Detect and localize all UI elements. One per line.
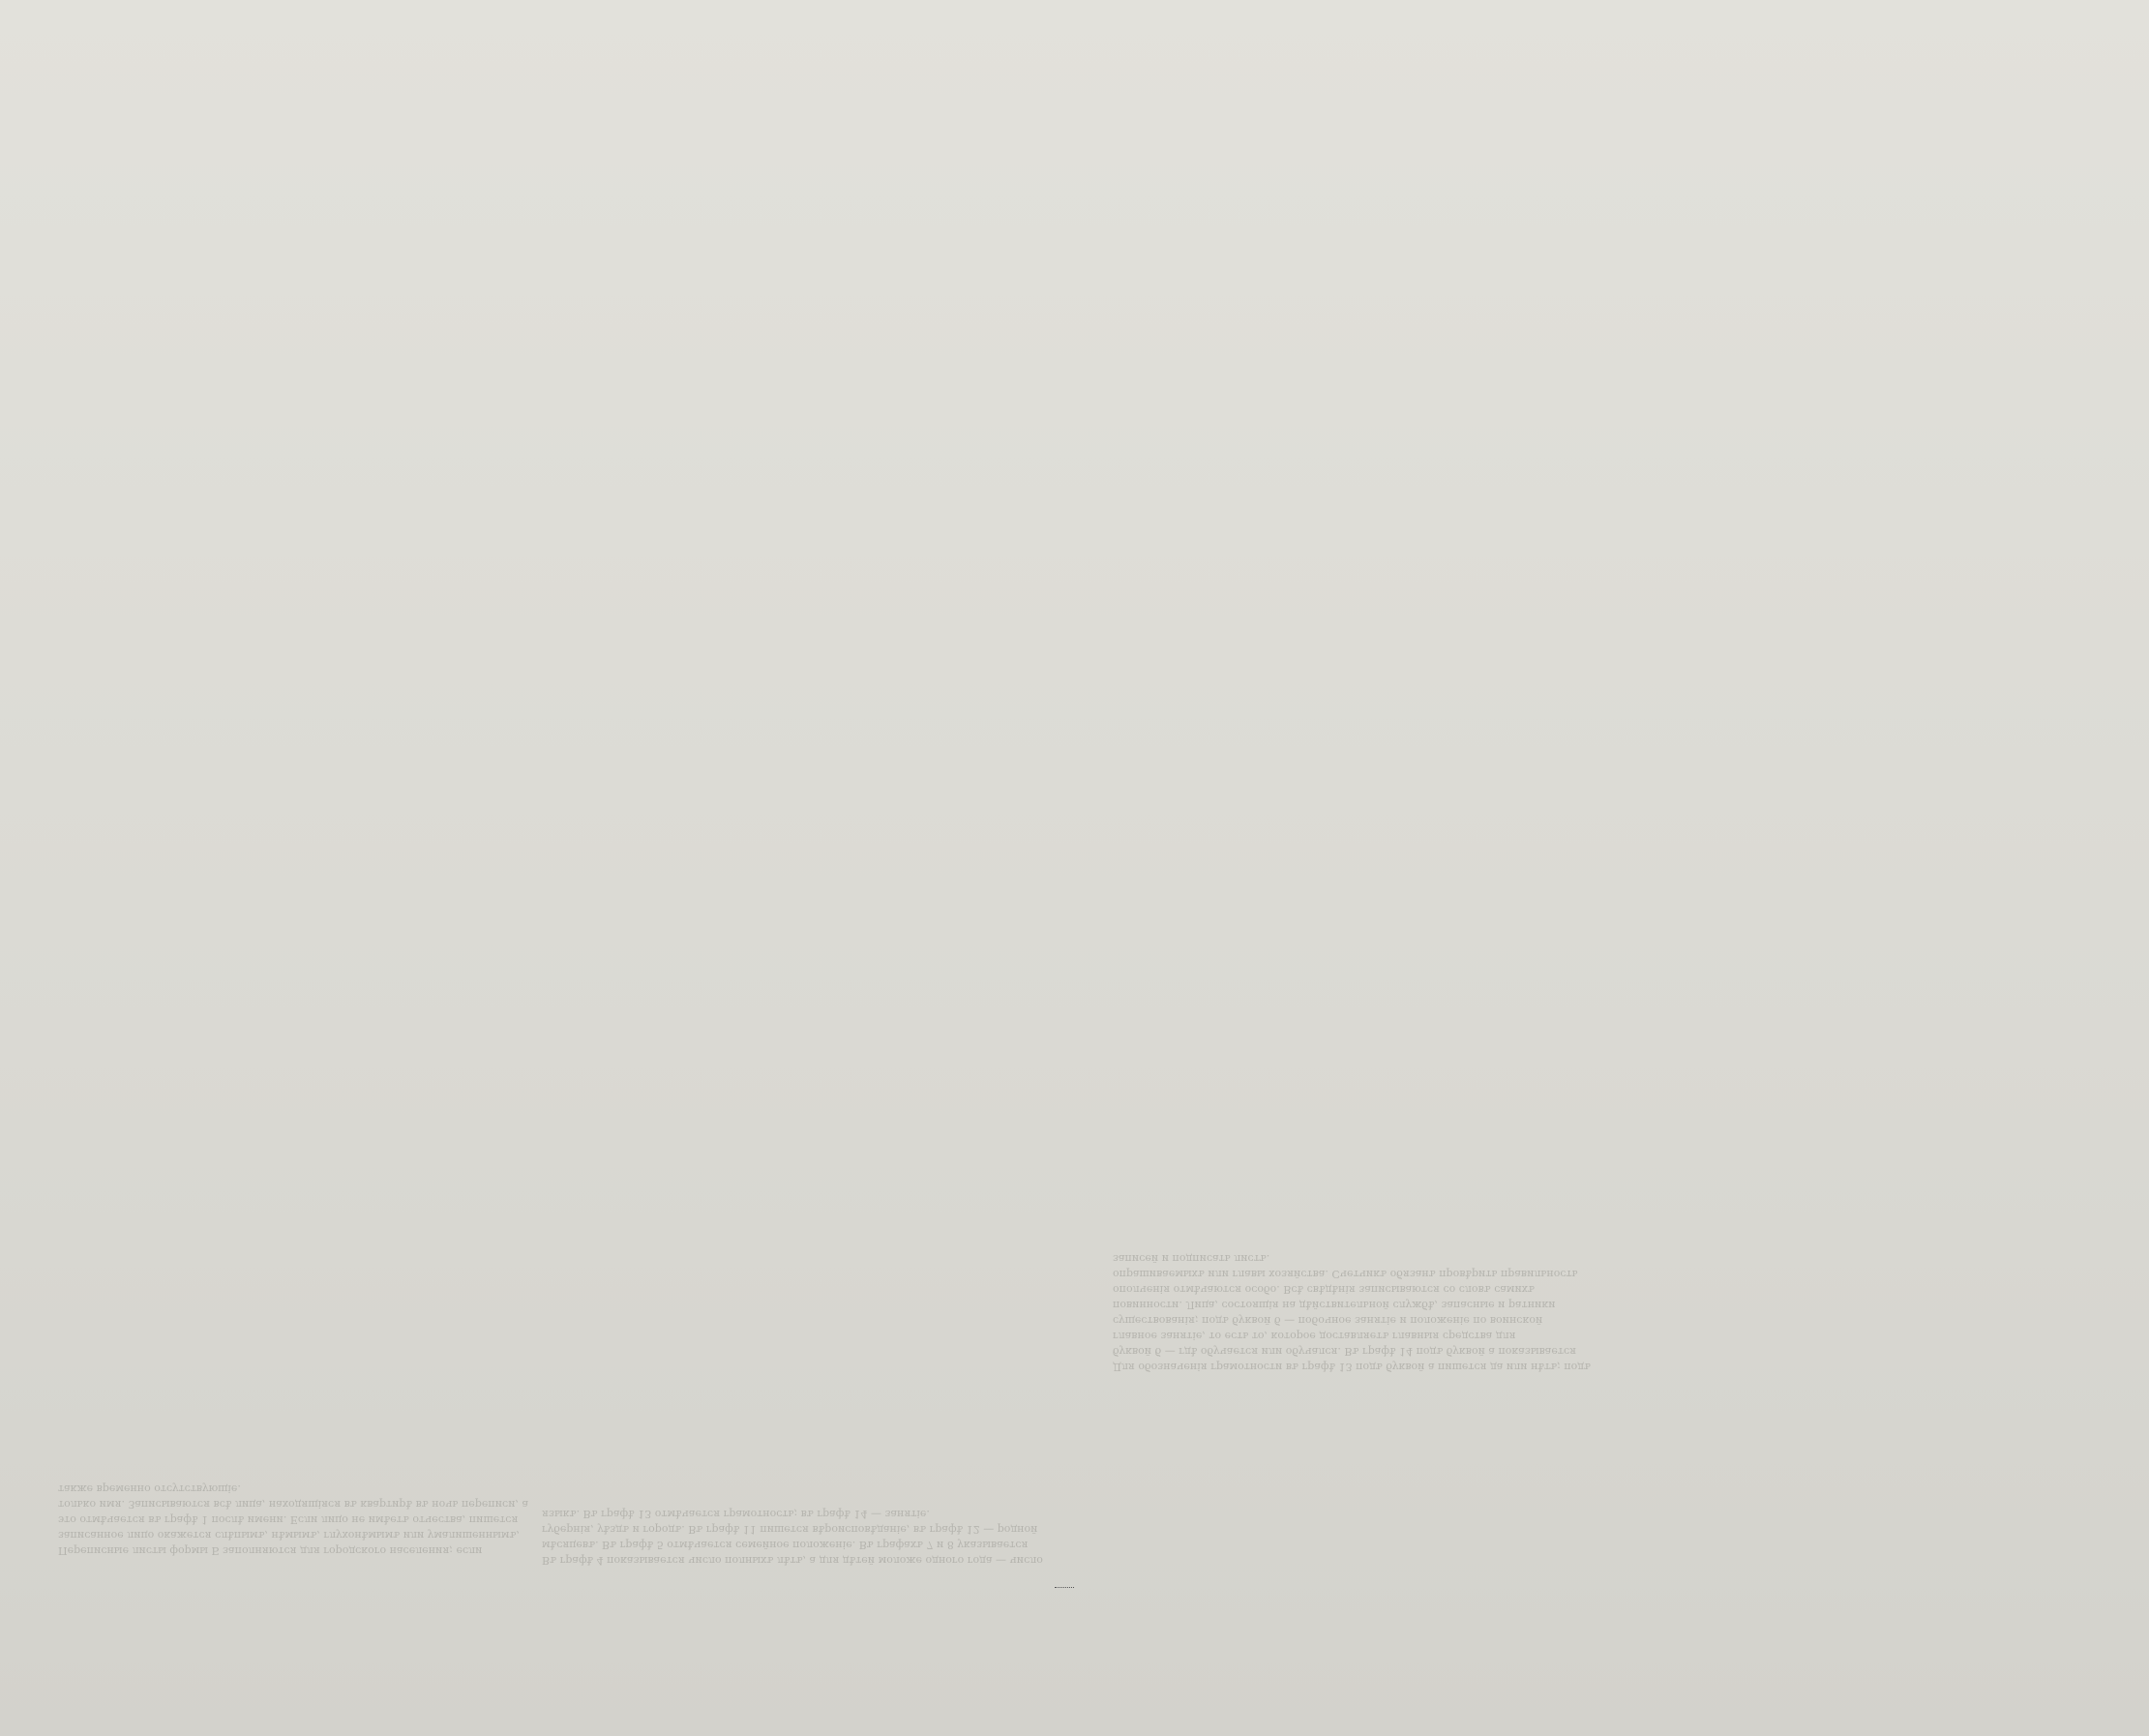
header-main-occupation <box>1624 135 1848 232</box>
header-language <box>1388 92 1451 227</box>
bleed-text-middle: Въ графѣ 4 показывается число полныхъ лѣтъ, а для дѣтей моложе одного года — число мѣсяцевъ. Въ графѣ 5 отмѣчается семейное положеніе. Въ графахъ 7 и 8 указывается губернія, уѣздъ и городъ. Въ графѣ 11 пишется вѣроисповѣданіе, въ графѣ 12 — родной языкъ. Въ графѣ 13 отмѣчается грамотность; въ графѣ 14 — занятіе. <box>542 1508 1043 1567</box>
header-literacy <box>1451 72 1622 101</box>
header-residence <box>1093 77 1215 237</box>
header-estate <box>673 87 776 223</box>
header-occupation <box>1622 72 2076 101</box>
header-registration <box>906 72 1072 236</box>
header-military <box>1850 196 2076 241</box>
header-age <box>570 77 623 232</box>
header-absence <box>1219 87 1322 227</box>
header-education <box>1506 135 1622 232</box>
bleed-text-left: Переписные листы формы Б заполняются для городского населения; если записанное лицо окажется слѣпымъ, нѣмымъ, глухонѣмымъ или умалишеннымъ, это отмѣчается въ графѣ 1 послѣ имени. Если лицо не имѣетъ отчества, пишется только имя. Записываются всѣ лица, находящіяся въ квартирѣ въ ночь переписи, а также временно отсутствующіе. <box>58 1482 529 1557</box>
header-relation <box>443 77 568 232</box>
header-religion <box>1324 92 1388 227</box>
signature-value <box>1055 1587 1074 1588</box>
header-name <box>83 68 395 238</box>
header-sex <box>397 87 441 223</box>
header-can-read <box>1451 135 1504 232</box>
header-birthplace <box>780 72 902 236</box>
header-side-occupation <box>1850 147 2076 192</box>
bleed-text-right: Для обозначенія грамотности въ графѣ 13 подъ буквой а пишется да или нѣтъ; подъ буквой б — гдѣ обучается или обучался. Въ графѣ 14 подъ буквой а показывается главное занятіе, то есть то, которое доставляетъ главныя средства для существованія; подъ буквой б — побочное занятіе и положеніе по воинской повинности. Лица, состоящія на дѣйствительной службѣ, запасные и ратники ополченія отмѣчаются особо. Всѣ свѣдѣнія записываются со словъ самихъ опрашиваемыхъ или главы хозяйства. Счетчикъ обязанъ провѣрить правильность записей и подписать листъ. <box>1113 1252 1592 1373</box>
header-marital <box>623 77 672 232</box>
